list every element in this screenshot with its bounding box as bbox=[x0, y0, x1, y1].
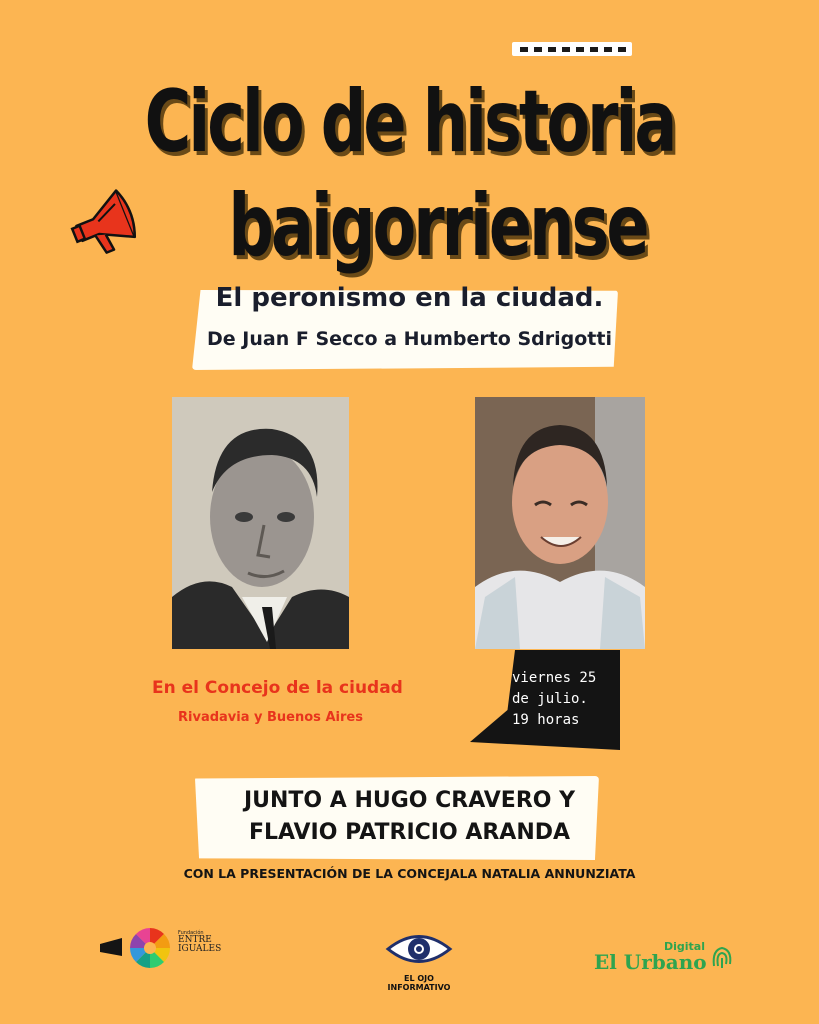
eye-icon bbox=[384, 930, 454, 968]
logo-urbano-digital: Digital bbox=[664, 940, 705, 953]
subtitle-range: De Juan F Secco a Humberto Sdrigotti bbox=[207, 328, 612, 350]
fingerprint-icon bbox=[710, 942, 734, 972]
entre-iguales-logo bbox=[100, 922, 220, 974]
logo-entre-line2: IGUALES bbox=[178, 944, 222, 954]
el-ojo-informativo-logo bbox=[384, 930, 454, 992]
logo-entre-small: Fundación bbox=[178, 930, 204, 936]
logo-urbano-name: El Urbano bbox=[594, 950, 707, 974]
logo-entre-line1: ENTRE bbox=[178, 935, 212, 945]
date-line-3: 19 horas bbox=[512, 712, 580, 728]
logo-entre-name bbox=[178, 936, 221, 954]
guests-line-1: JUNTO A HUGO CRAVERO Y bbox=[243, 788, 576, 813]
venue-address: Rivadavia y Buenos Aires bbox=[178, 710, 363, 725]
date-line-1: viernes 25 bbox=[512, 670, 597, 686]
title-line-1: Ciclo de historia bbox=[144, 72, 675, 172]
decorative-dash-bar bbox=[512, 42, 632, 56]
portrait-photo-left bbox=[172, 397, 349, 649]
venue-place: En el Concejo de la ciudad bbox=[152, 678, 403, 698]
el-urbano-digital-logo bbox=[594, 940, 734, 980]
subtitle-topic: El peronismo en la ciudad. bbox=[215, 283, 604, 313]
presentation-text: CON LA PRESENTACIÓN DE LA CONCEJALA NATALIA ANNUNZIATA bbox=[183, 866, 636, 881]
logo-ojo-caption: EL OJO INFORMATIVO bbox=[387, 974, 451, 992]
portrait-photo-right bbox=[475, 397, 645, 649]
date-text bbox=[512, 668, 622, 731]
title-line-2: baigorriense bbox=[228, 176, 647, 276]
guests-line-2: FLAVIO PATRICIO ARANDA bbox=[248, 820, 571, 845]
color-wheel-icon bbox=[100, 922, 178, 974]
date-line-2: de julio. bbox=[512, 691, 588, 707]
megaphone-icon bbox=[70, 184, 146, 264]
